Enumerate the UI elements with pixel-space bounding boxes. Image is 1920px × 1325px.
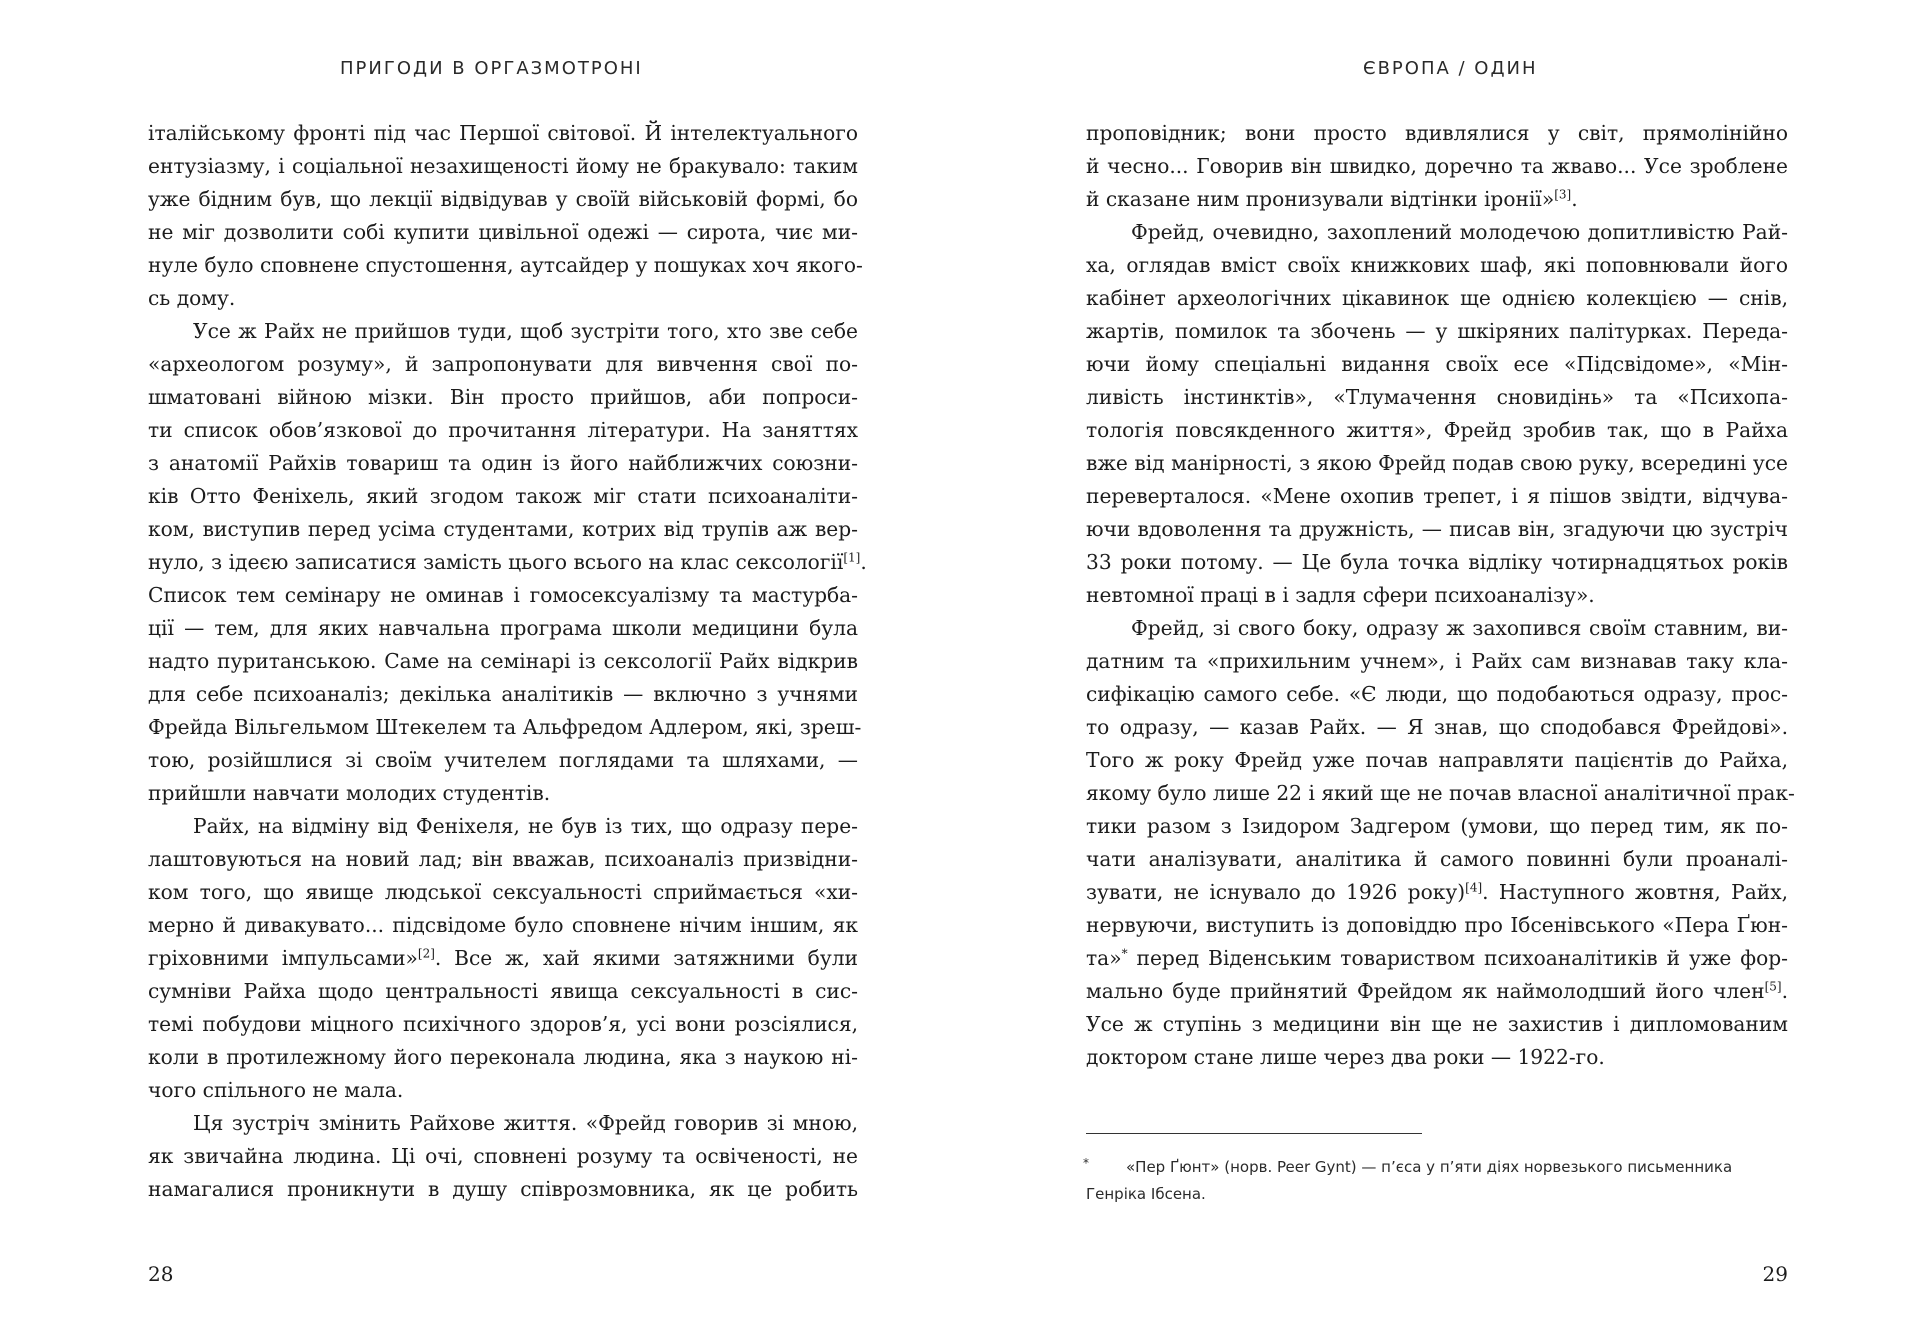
text-line: датним та «прихильним учнем», і Райх сам визнавав таку кла- (1086, 649, 1788, 673)
text-line: й чесно... Говорив він швидко, доречно та жваво... Усе зроблене (1086, 154, 1788, 178)
text-line: Ця зустріч змінить Райхове життя. «Фрейд говорив зі мною, (193, 1111, 858, 1135)
running-head-right: ЄВРОПА / ОДИН (1363, 58, 1538, 79)
text-line: сифікацію самого себе. «Є люди, що подобаються одразу, прос- (1086, 682, 1788, 706)
note-reference: [4] (1465, 880, 1483, 895)
text-line: шматовані війною мізки. Він просто прийшов, аби попроси- (148, 385, 858, 409)
text-line: для себе психоаналіз; декілька аналітиків — включно з учнями (148, 682, 858, 706)
note-reference: * (1121, 946, 1128, 961)
note-reference: [5] (1764, 979, 1782, 994)
footnote-line: «Пер Ґюнт» (норв. Peer Gynt) — п’єса у п’яти діях норвезького письменника (1126, 1158, 1733, 1176)
footnote-divider (1086, 1133, 1422, 1134)
footnote-line: Генріка Ібсена. (1086, 1185, 1206, 1203)
text-line: гріховними імпульсами»[2]. Все ж, хай якими затяжними були (148, 946, 858, 970)
text-line: як звичайна людина. Ці очі, сповнені розуму та освіченості, не (148, 1144, 858, 1168)
text-line: прийшли навчати молодих студентів. (148, 781, 551, 805)
text-line: ентузіазму, і соціальної незахищеності йому не бракувало: таким (148, 154, 858, 178)
footnote (1083, 1154, 1788, 1208)
text-line: нуло, з ідеєю записатися замість цього всього на клас сексології[1]. (148, 550, 867, 574)
body-text-left (148, 117, 867, 1206)
note-reference: [3] (1554, 187, 1572, 202)
text-line: лаштовуються на новий лад; він вважав, психоаналіз призвідни- (148, 847, 858, 871)
text-line: кабінет археологічних цікавинок ще однією колекцією — снів, (1086, 286, 1788, 310)
text-line: ти список обов’язкової до прочитання літератури. На заняттях (148, 418, 858, 442)
text-line: Фрейд, очевидно, захоплений молодечою допитливістю Рай- (1131, 220, 1788, 244)
text-line: не міг дозволити собі купити цивільної одежі — сирота, чиє ми- (148, 220, 858, 244)
text-line: Фрейд, зі свого боку, одразу ж захопився своїм ставним, ви- (1131, 616, 1788, 640)
note-reference: [1] (843, 550, 861, 565)
text-line: італійському фронті під час Першої світової. Й інтелектуального (148, 121, 858, 145)
text-line: та»* перед Віденським товариством психоаналітиків й уже фор- (1086, 946, 1788, 970)
text-line: намагалися проникнути в душу співрозмовника, як це робить (148, 1177, 858, 1201)
text-line: чого спільного не мала. (148, 1078, 404, 1102)
page-number-right: 29 (1762, 1262, 1788, 1286)
text-line: ком, виступив перед усіма студентами, котрих від трупів аж вер- (148, 517, 858, 541)
text-line: невтомної праці в і задля сфери психоаналізу». (1086, 583, 1595, 607)
text-line: Райх, на відміну від Феніхеля, не був із тих, що одразу пере- (193, 814, 858, 838)
text-line: доктором стане лише через два роки — 1922-го. (1086, 1045, 1605, 1069)
text-line: з анатомії Райхів товариш та один із його найближчих союзни- (148, 451, 858, 475)
right-page (960, 0, 1920, 1325)
note-reference: [2] (417, 946, 435, 961)
text-line: проповідник; вони просто вдивлялися у світ, прямолінійно (1086, 121, 1788, 145)
text-line: ха, оглядав вміст своїх книжкових шаф, які поповнювали його (1086, 253, 1788, 277)
text-line: 33 роки потому. — Це була точка відліку чотирнадцятьох років (1086, 550, 1788, 574)
text-line: переверталося. «Мене охопив трепет, і я пішов звідти, відчува- (1086, 484, 1788, 508)
text-line: тологія повсякденного життя», Фрейд зробив так, що в Райха (1086, 418, 1788, 442)
text-line: ків Отто Феніхель, який згодом також міг стати психоаналіти- (148, 484, 858, 508)
text-line: ком того, що явище людської сексуальності сприймається «хи- (148, 880, 858, 904)
text-line: мально буде прийнятий Фрейдом як наймолодший його член[5]. (1086, 979, 1788, 1003)
text-line: ючи вдоволення та дружність, — писав він, згадуючи цю зустріч (1086, 517, 1788, 541)
running-head-left: ПРИГОДИ В ОРГАЗМОТРОНІ (340, 58, 643, 79)
text-line: й сказане ним пронизували відтінки іронії»[3]. (1086, 187, 1578, 211)
text-line: Того ж року Фрейд уже почав направляти пацієнтів до Райха, (1086, 748, 1788, 772)
text-line: темі побудови міцного психічного здоров’я, усі вони розсіялися, (148, 1012, 858, 1036)
page-number-left: 28 (148, 1262, 174, 1286)
text-line: Усе ж ступінь з медицини він ще не захистив і дипломованим (1086, 1012, 1788, 1036)
text-line: ючи йому спеціальні видання своїх есе «Підсвідоме», «Мін- (1086, 352, 1788, 376)
body-text-right (1086, 117, 1795, 1074)
text-line: уже бідним був, що лекції відвідував у своїй військовій формі, бо (148, 187, 858, 211)
text-line: зувати, не існувало до 1926 року)[4]. Наступного жовтня, Райх, (1086, 880, 1788, 904)
text-line: надто пуританською. Саме на семінарі із сексології Райх відкрив (148, 649, 858, 673)
text-line: мерно й дивакувато... підсвідоме було сповнене нічим іншим, як (148, 913, 858, 937)
text-line: ції — тем, для яких навчальна програма школи медицини була (148, 616, 858, 640)
text-line: нервуючи, виступить із доповіддю про Ібсенівського «Пера Ґюн- (1086, 913, 1788, 937)
text-line: сумніви Райха щодо центральності явища сексуальності в сис- (148, 979, 858, 1003)
text-line: якому було лише 22 і який ще не почав власної аналітичної прак- (1086, 781, 1795, 805)
text-line: то одразу, — казав Райх. — Я знав, що сподобався Фрейдові». (1086, 715, 1788, 739)
text-line: Усе ж Райх не прийшов туди, щоб зустріти того, хто зве себе (193, 319, 858, 343)
text-line: тою, розійшлися зі своїм учителем поглядами та шляхами, — (148, 748, 858, 772)
text-line: ливість інстинктів», «Тлумачення сновидінь» та «Психопа- (1086, 385, 1788, 409)
text-line: вже від манірності, з якою Фрейд подав свою руку, всередині усе (1086, 451, 1788, 475)
text-line: чати аналізувати, аналітика й самого повинні були проаналі- (1086, 847, 1788, 871)
text-line: сь дому. (148, 286, 236, 310)
text-line: Список тем семінару не оминав і гомосексуалізму та мастурба- (148, 583, 858, 607)
footnote-marker: * (1083, 1156, 1089, 1170)
text-line: тики разом з Ізидором Задгером (умови, що перед тим, як по- (1086, 814, 1788, 838)
text-line: Фрейда Вільгельмом Штекелем та Альфредом Адлером, які, зреш- (148, 715, 862, 739)
text-line: «археологом розуму», й запропонувати для вивчення свої по- (148, 352, 858, 376)
text-line: коли в протилежному його переконала людина, яка з наукою ні- (148, 1045, 858, 1069)
text-line: нуле було сповнене спустошення, аутсайдер у пошуках хоч якого- (148, 253, 863, 277)
text-line: жартів, помилок та збочень — у шкіряних палітурках. Переда- (1086, 319, 1788, 343)
